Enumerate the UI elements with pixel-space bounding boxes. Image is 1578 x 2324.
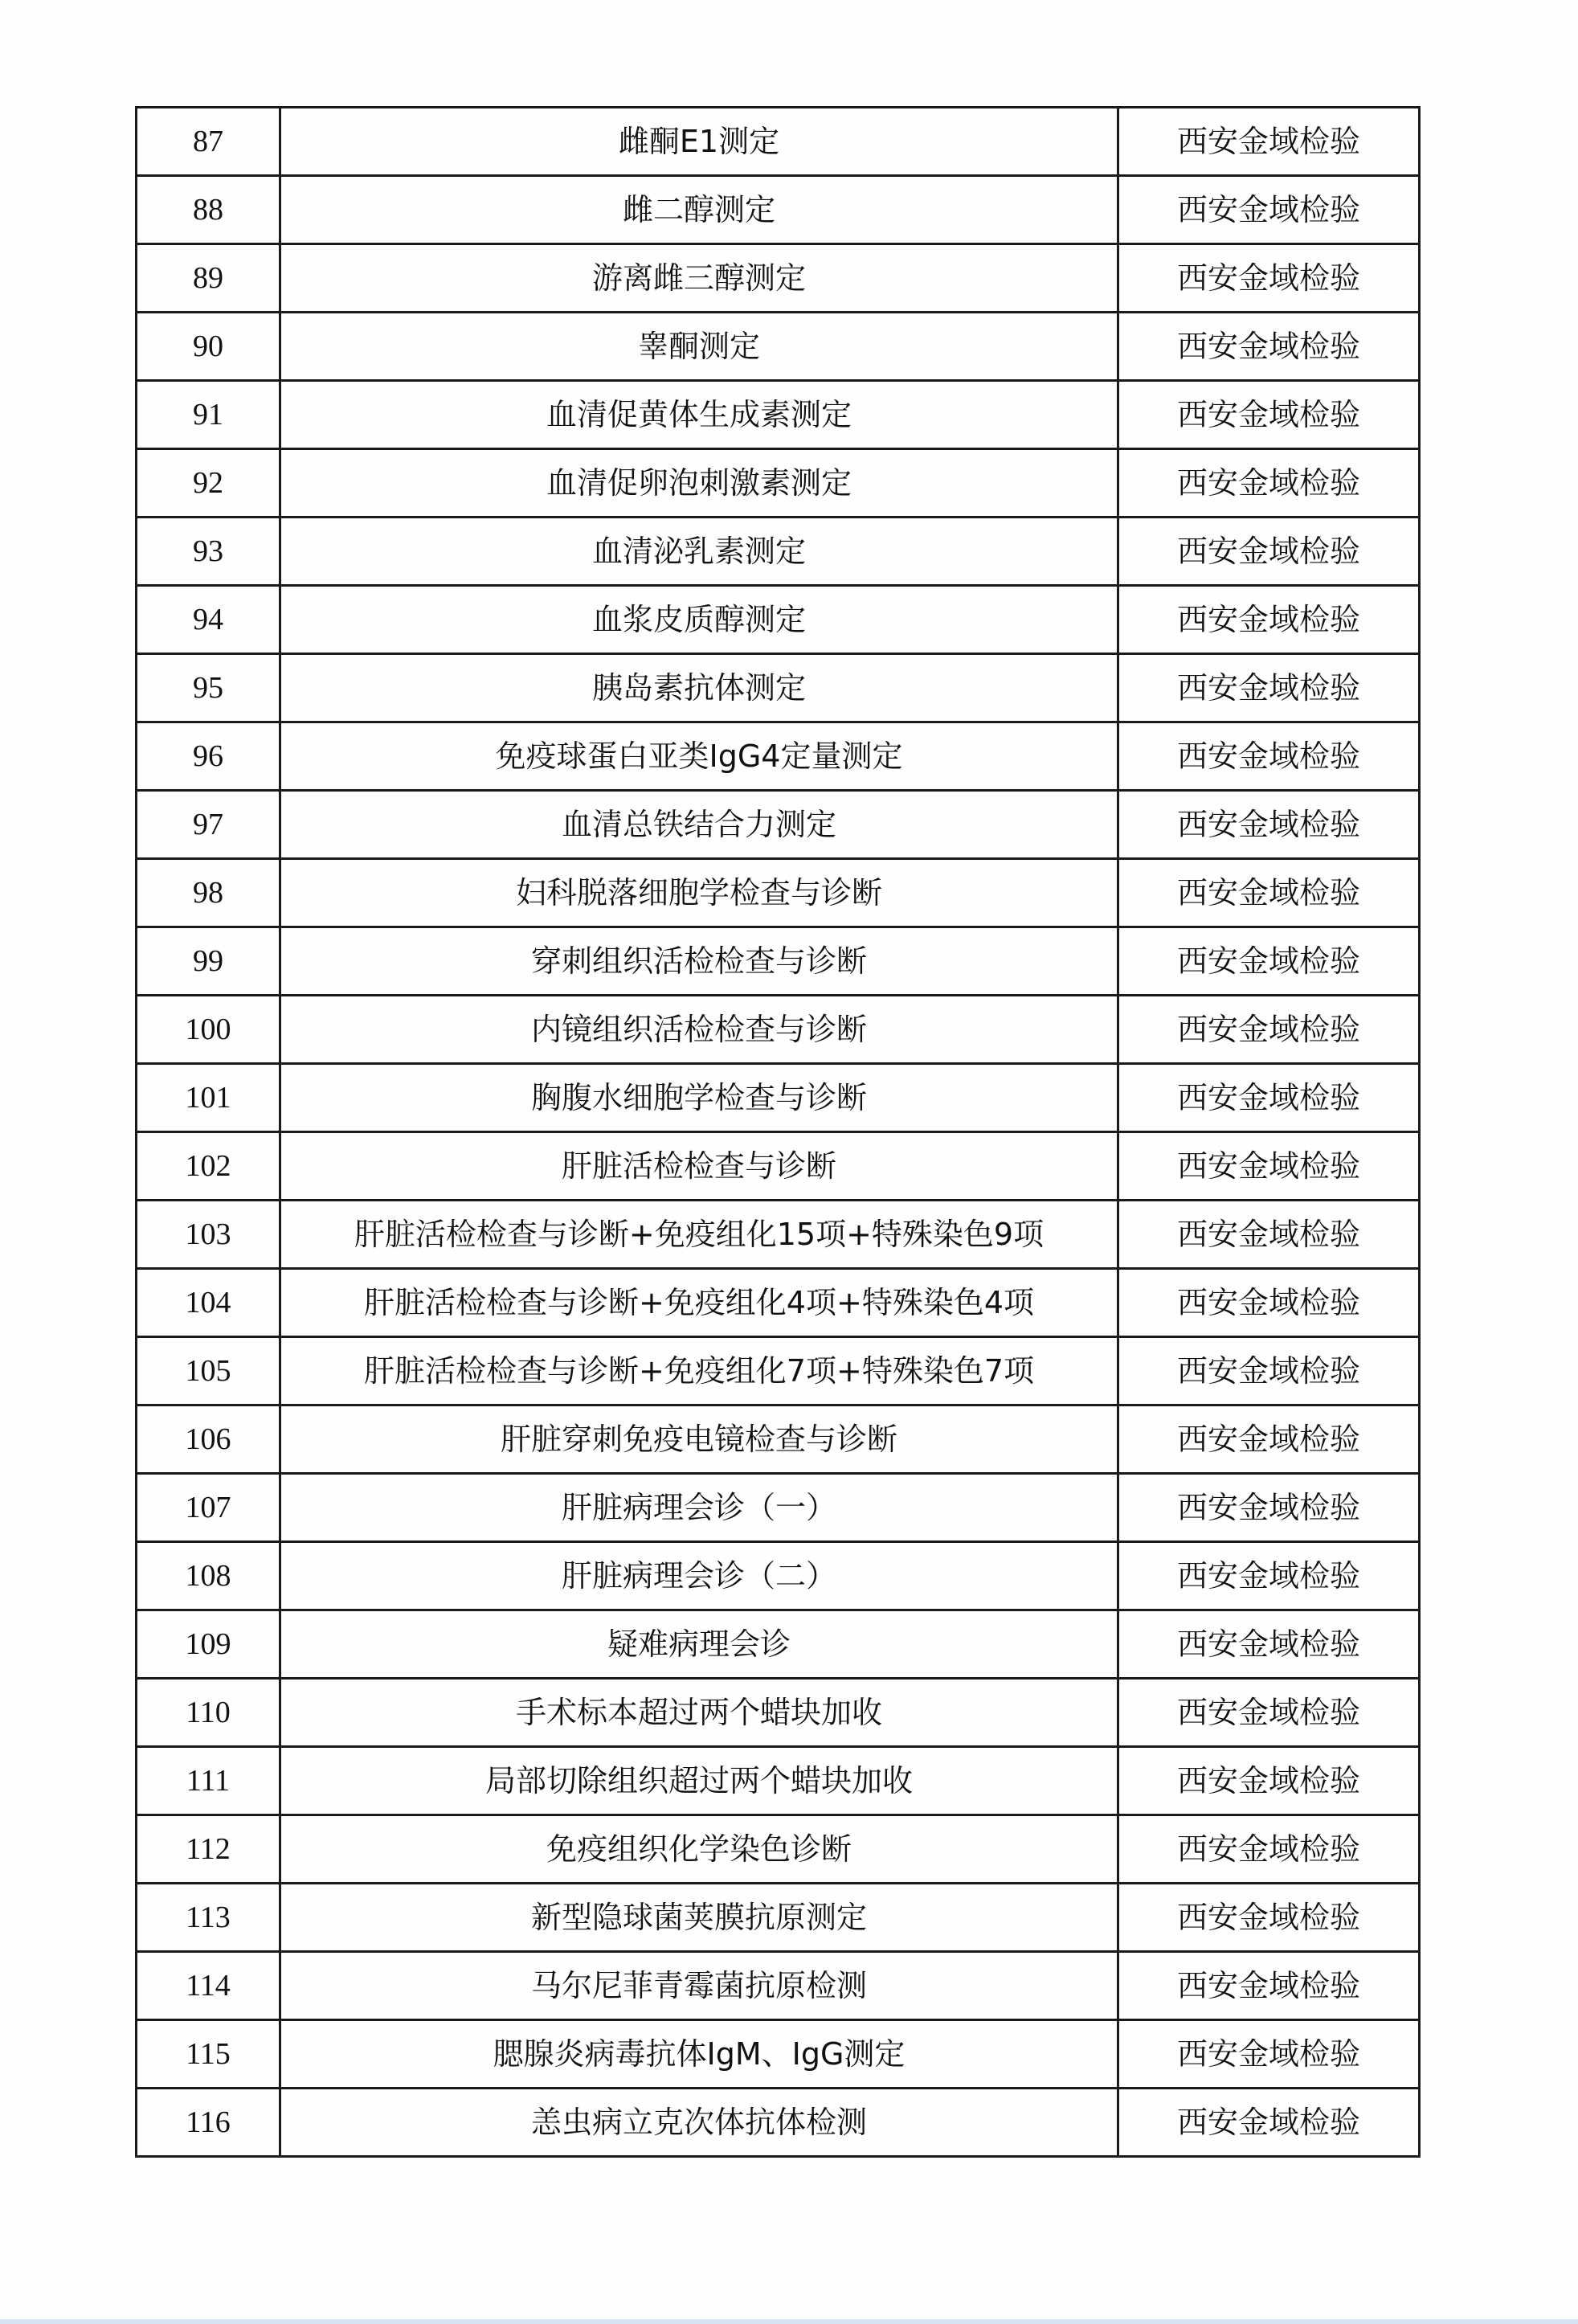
item-name: 血清促卵泡刺激素测定: [280, 449, 1118, 518]
item-name: 血清促黄体生成素测定: [280, 381, 1118, 449]
institution-name: 西安金域检验: [1118, 1610, 1420, 1679]
row-number: 115: [137, 2020, 280, 2089]
item-name: 穿刺组织活检检查与诊断: [280, 927, 1118, 996]
institution-name: 西安金域检验: [1118, 313, 1420, 381]
institution-name: 西安金域检验: [1118, 722, 1420, 791]
table-row: [137, 1884, 1420, 1952]
table-row: [137, 996, 1420, 1064]
institution-name: 西安金域检验: [1118, 2089, 1420, 2157]
row-number: 93: [137, 518, 280, 586]
row-number: 116: [137, 2089, 280, 2157]
institution-name: 西安金域检验: [1118, 518, 1420, 586]
item-name: 妇科脱落细胞学检查与诊断: [280, 859, 1118, 927]
table-row: [137, 1474, 1420, 1542]
table-row: [137, 654, 1420, 722]
table-row: [137, 176, 1420, 244]
institution-name: 西安金域检验: [1118, 859, 1420, 927]
item-name: 肝脏活检检查与诊断+免疫组化15项+特殊染色9项: [280, 1201, 1118, 1269]
institution-name: 西安金域检验: [1118, 1064, 1420, 1132]
table-row: [137, 1952, 1420, 2020]
institution-name: 西安金域检验: [1118, 1542, 1420, 1610]
row-number: 107: [137, 1474, 280, 1542]
item-name: 游离雌三醇测定: [280, 244, 1118, 313]
scan-edge: [0, 2319, 1578, 2324]
item-name: 血清泌乳素测定: [280, 518, 1118, 586]
item-name: 雌酮E1测定: [280, 108, 1118, 176]
institution-name: 西安金域检验: [1118, 791, 1420, 859]
item-name: 肝脏活检检查与诊断: [280, 1132, 1118, 1201]
institution-name: 西安金域检验: [1118, 1884, 1420, 1952]
table-row: [137, 1201, 1420, 1269]
item-name: 手术标本超过两个蜡块加收: [280, 1679, 1118, 1747]
table-row: [137, 859, 1420, 927]
row-number: 97: [137, 791, 280, 859]
item-name: 血浆皮质醇测定: [280, 586, 1118, 654]
institution-name: 西安金域检验: [1118, 996, 1420, 1064]
table-row: [137, 1679, 1420, 1747]
row-number: 91: [137, 381, 280, 449]
table-row: [137, 518, 1420, 586]
row-number: 95: [137, 654, 280, 722]
item-name: 雌二醇测定: [280, 176, 1118, 244]
institution-name: 西安金域检验: [1118, 654, 1420, 722]
institution-name: 西安金域检验: [1118, 1952, 1420, 2020]
item-name: 免疫组织化学染色诊断: [280, 1815, 1118, 1884]
row-number: 100: [137, 996, 280, 1064]
row-number: 104: [137, 1269, 280, 1337]
table-row: [137, 586, 1420, 654]
table-body: [137, 108, 1420, 2157]
institution-name: 西安金域检验: [1118, 1337, 1420, 1405]
table-row: [137, 1405, 1420, 1474]
item-name: 免疫球蛋白亚类IgG4定量测定: [280, 722, 1118, 791]
institution-name: 西安金域检验: [1118, 108, 1420, 176]
row-number: 108: [137, 1542, 280, 1610]
row-number: 111: [137, 1747, 280, 1815]
table-row: [137, 1542, 1420, 1610]
institution-name: 西安金域检验: [1118, 586, 1420, 654]
row-number: 114: [137, 1952, 280, 2020]
table-row: [137, 313, 1420, 381]
item-name: 局部切除组织超过两个蜡块加收: [280, 1747, 1118, 1815]
table-row: [137, 2020, 1420, 2089]
item-name: 内镜组织活检检查与诊断: [280, 996, 1118, 1064]
table-row: [137, 1610, 1420, 1679]
institution-name: 西安金域检验: [1118, 1201, 1420, 1269]
row-number: 99: [137, 927, 280, 996]
institution-name: 西安金域检验: [1118, 244, 1420, 313]
row-number: 103: [137, 1201, 280, 1269]
row-number: 105: [137, 1337, 280, 1405]
institution-name: 西安金域检验: [1118, 2020, 1420, 2089]
institution-name: 西安金域检验: [1118, 176, 1420, 244]
table-row: [137, 1337, 1420, 1405]
item-name: 胰岛素抗体测定: [280, 654, 1118, 722]
row-number: 106: [137, 1405, 280, 1474]
institution-name: 西安金域检验: [1118, 1269, 1420, 1337]
institution-name: 西安金域检验: [1118, 1679, 1420, 1747]
table-row: [137, 2089, 1420, 2157]
row-number: 94: [137, 586, 280, 654]
item-name: 疑难病理会诊: [280, 1610, 1118, 1679]
item-name: 血清总铁结合力测定: [280, 791, 1118, 859]
institution-name: 西安金域检验: [1118, 927, 1420, 996]
row-number: 101: [137, 1064, 280, 1132]
table-row: [137, 1269, 1420, 1337]
item-name: 马尔尼菲青霉菌抗原检测: [280, 1952, 1118, 2020]
row-number: 92: [137, 449, 280, 518]
table-row: [137, 381, 1420, 449]
institution-name: 西安金域检验: [1118, 1474, 1420, 1542]
table-row: [137, 1747, 1420, 1815]
table-row: [137, 244, 1420, 313]
table-row: [137, 927, 1420, 996]
table-row: [137, 1815, 1420, 1884]
item-name: 恙虫病立克次体抗体检测: [280, 2089, 1118, 2157]
row-number: 110: [137, 1679, 280, 1747]
row-number: 96: [137, 722, 280, 791]
institution-name: 西安金域检验: [1118, 1747, 1420, 1815]
row-number: 98: [137, 859, 280, 927]
item-name: 胸腹水细胞学检查与诊断: [280, 1064, 1118, 1132]
item-name: 肝脏病理会诊（一）: [280, 1474, 1118, 1542]
table-row: [137, 1064, 1420, 1132]
institution-name: 西安金域检验: [1118, 1405, 1420, 1474]
item-name: 腮腺炎病毒抗体IgM、IgG测定: [280, 2020, 1118, 2089]
row-number: 113: [137, 1884, 280, 1952]
row-number: 89: [137, 244, 280, 313]
item-name: 肝脏穿刺免疫电镜检查与诊断: [280, 1405, 1118, 1474]
table-row: [137, 1132, 1420, 1201]
institution-name: 西安金域检验: [1118, 449, 1420, 518]
row-number: 112: [137, 1815, 280, 1884]
table-row: [137, 449, 1420, 518]
table-row: [137, 108, 1420, 176]
row-number: 109: [137, 1610, 280, 1679]
table-row: [137, 791, 1420, 859]
institution-name: 西安金域检验: [1118, 381, 1420, 449]
row-number: 102: [137, 1132, 280, 1201]
item-name: 肝脏活检检查与诊断+免疫组化4项+特殊染色4项: [280, 1269, 1118, 1337]
row-number: 87: [137, 108, 280, 176]
institution-name: 西安金域检验: [1118, 1132, 1420, 1201]
row-number: 88: [137, 176, 280, 244]
table-row: [137, 722, 1420, 791]
item-name: 肝脏活检检查与诊断+免疫组化7项+特殊染色7项: [280, 1337, 1118, 1405]
item-name: 肝脏病理会诊（二）: [280, 1542, 1118, 1610]
item-name: 新型隐球菌荚膜抗原测定: [280, 1884, 1118, 1952]
test-items-table: [135, 106, 1421, 2158]
institution-name: 西安金域检验: [1118, 1815, 1420, 1884]
row-number: 90: [137, 313, 280, 381]
item-name: 睾酮测定: [280, 313, 1118, 381]
